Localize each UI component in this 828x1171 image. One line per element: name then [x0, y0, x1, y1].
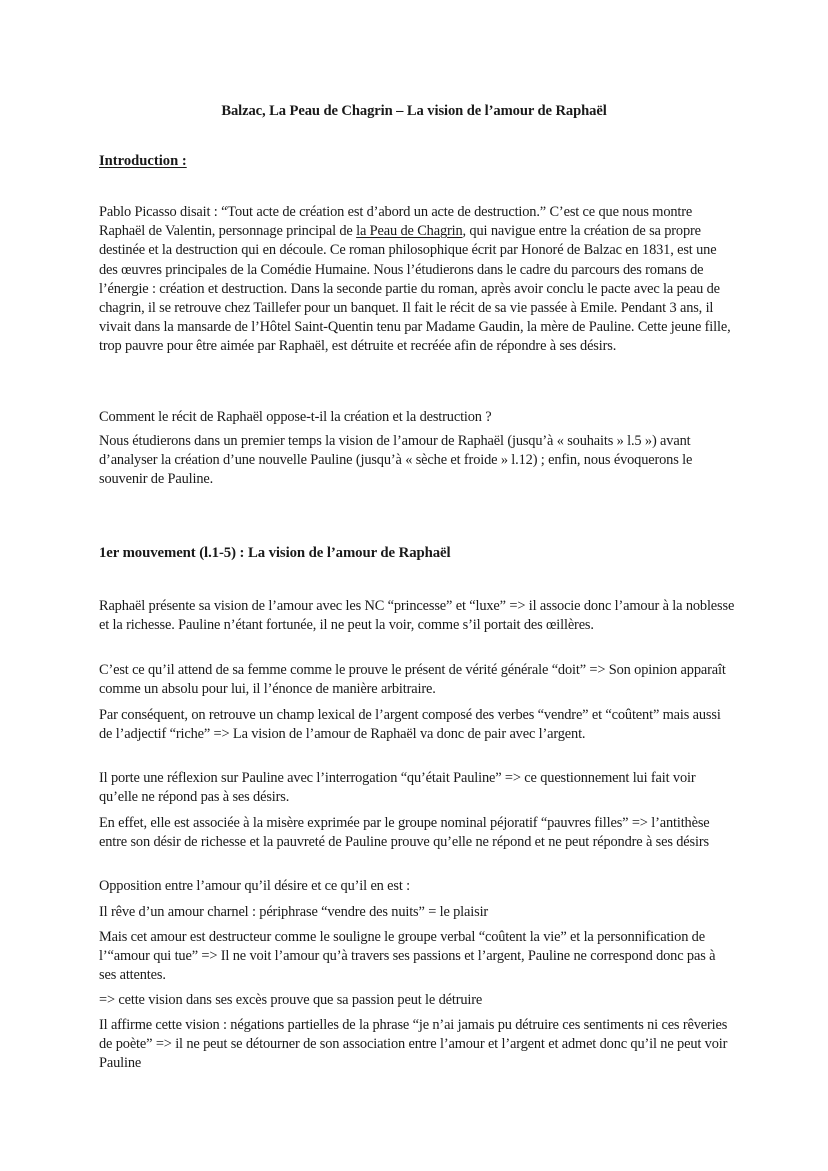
movement-1-paragraph: Opposition entre l’amour qu’il désire et ce qu’il en est :	[99, 878, 411, 894]
document-title: Balzac, La Peau de Chagrin – La vision de l’amour de Raphaël	[221, 103, 607, 119]
movement-1-paragraph: C’est ce qu’il attend de sa femme comme le prouve le présent de vérité générale “doit” => Son opinion apparaît comme un absolu pour lui, il l’énonce de manière arbitraire.	[99, 662, 726, 698]
intro-text-part-a: Pablo Picasso disait : “Tout acte de création est d’abord un acte de destruction.” C’est ce que nous montre Raphaël de Valentin, personnage principal de	[99, 204, 693, 240]
movement-1-paragraph: Par conséquent, on retrouve un champ lexical de l’argent composé des verbes “vendre” et “coûtent” mais aussi de l’adjectif “riche” => La vision de l’amour de Raphaël va donc de pair avec l’argent.	[99, 707, 721, 743]
movement-1-paragraph: Mais cet amour est destructeur comme le souligne le groupe verbal “coûtent la vie” et la personnification de l’“amour qui tue” => Il ne voit l’amour qu’à travers ses passions et l’argent, Pauline ne correspond donc pas à ses attentes.	[99, 929, 716, 984]
movement-1-paragraph: Il affirme cette vision : négations partielles de la phrase “je n’ai jamais pu détruire ces sentiments ni ces rêveries de poète” => il ne peut se détourner de son association entre l’amour et l’argent et admet donc qu’il ne peut voir Pauline	[99, 1017, 728, 1072]
movement-1-paragraph: => cette vision dans ses excès prouve que sa passion peut le détruire	[99, 992, 483, 1008]
movement-1-paragraph: En effet, elle est associée à la misère exprimée par le groupe nominal péjoratif “pauvres filles” => l’antithèse entre son désir de richesse et la pauvreté de Pauline prouve qu’elle ne répond et ne peut répondre à ses désirs	[99, 815, 710, 851]
problematique-paragraph: Comment le récit de Raphaël oppose-t-il la création et la destruction ?	[99, 409, 492, 425]
introduction-heading: Introduction :	[99, 153, 187, 169]
plan-paragraph: Nous étudierons dans un premier temps la vision de l’amour de Raphaël (jusqu’à « souhaits » l.5 ») avant d’analyser la création d’une nouvelle Pauline (jusqu’à « sèche et froide » l.12) ; enfin, nous évoquerons le souvenir de Pauline.	[99, 433, 693, 488]
movement-1-heading: 1er mouvement (l.1-5) : La vision de l’amour de Raphaël	[99, 545, 451, 561]
introduction-paragraph	[99, 203, 735, 357]
movement-1-paragraph: Il porte une réflexion sur Pauline avec l’interrogation “qu’était Pauline” => ce questionnement lui fait voir qu’elle ne répond pas à ses désirs.	[99, 770, 696, 806]
intro-text-part-b: , qui navigue entre la création de sa propre destinée et la destruction qui en découle. Ce roman philosophique écrit par Honoré de Balzac en 1831, est une des œuvres principales de la Comédie Humaine. Nous l’étudierons dans le cadre du parcours des romans de l’énergie : création et destruction. Dans la seconde partie du roman, après avoir conclu le pacte avec la peau de chagrin, il se retrouve chez Taillefer pour un banquet. Il fait le récit de sa vie passée à Emile. Pendant 3 ans, il vivait dans la mansarde de l’Hôtel Saint-Quentin tenu par Madame Gaudin, la mère de Pauline. Cette jeune fille, trop pauvre pour être aimée par Raphaël, est détruite et recréée afin de répondre à ses désirs.	[99, 223, 731, 355]
movement-1-paragraph: Raphaël présente sa vision de l’amour avec les NC “princesse” et “luxe” => il associe donc l’amour à la noblesse et la richesse. Pauline n’étant fortunée, il ne peut la voir, comme s’il portait des œillères.	[99, 598, 735, 634]
movement-1-paragraph: Il rêve d’un amour charnel : périphrase “vendre des nuits” = le plaisir	[99, 904, 489, 920]
book-title-reference: la Peau de Chagrin	[356, 223, 463, 240]
